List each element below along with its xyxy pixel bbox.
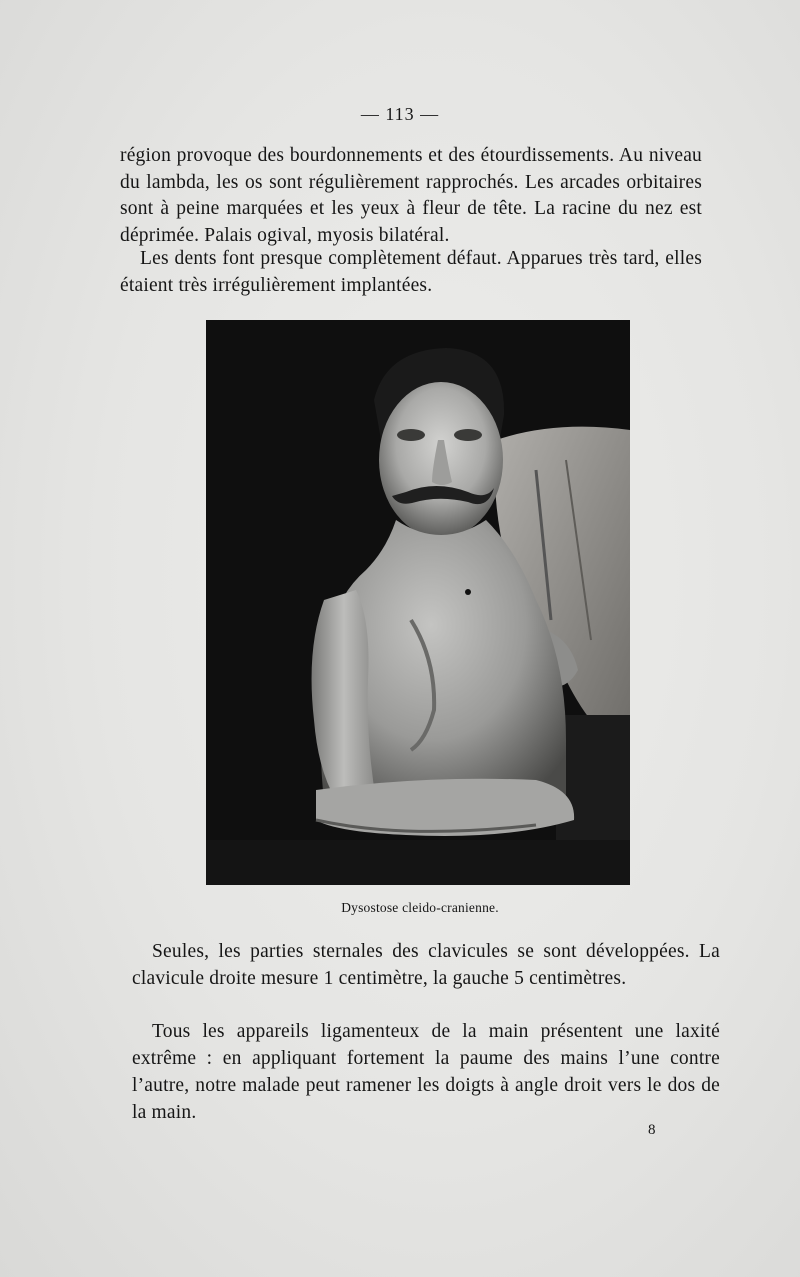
page-number: — 113 — [360,104,440,124]
patient-photograph [206,320,630,885]
paragraph-teeth: Les dents font presque complètement défaut. Apparues très tard, elles étaient très irrégulièrement implantées. [120,248,702,296]
signature-mark: 8 [648,1122,656,1138]
paragraph-clavicles: Seules, les parties sternales des clavicules se sont développées. La clavicule droite mesure 1 centimètre, la gauche 5 centimètres. [132,941,720,989]
paragraph-ligaments: Tous les appareils ligamenteux de la main présentent une laxité extrême : en appliquant fortement la paume des mains l’une contre l’autre, notre malade peut ramener les doigts à angle droit vers le dos de la main. [132,1021,720,1123]
patient-photo-illustration [206,320,630,885]
paragraph-skull-description: région provoque des bourdonnements et des étourdissements. Au niveau du lambda, les os sont régulièrement rapprochés. Les arcades orbitaires sont à peine marquées et les yeux à fleur de tête. La racine du nez est déprimée. Palais ogival, myosis bilatéral. [120,145,702,246]
figure-caption: Dysostose cleido-cranienne. [341,900,499,915]
